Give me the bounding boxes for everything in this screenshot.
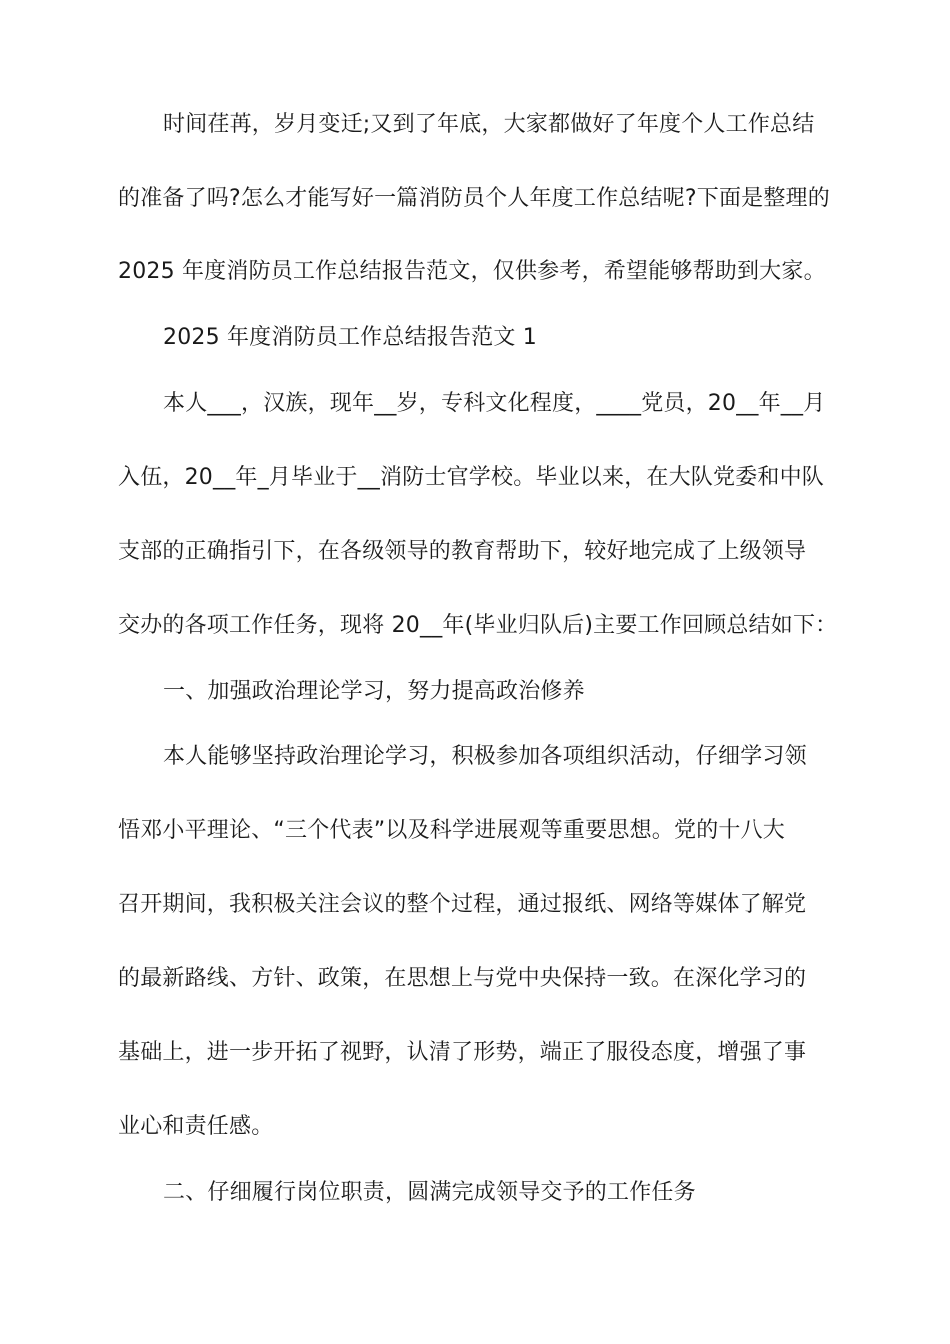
body-line-1: 本人___，汉族，现年__岁，专科文化程度，____党员，20__年__月: [163, 391, 826, 416]
heading-one: 一、加强政治理论学习，努力提高政治修养: [163, 679, 585, 704]
body-line-5: 本人能够坚持政治理论学习，积极参加各项组织活动，仔细学习领: [163, 744, 807, 769]
intro-line-3: 2025 年度消防员工作总结报告范文，仅供参考，希望能够帮助到大家。: [118, 259, 826, 284]
body-line-8: 的最新路线、方针、政策，在思想上与党中央保持一致。在深化学习的: [118, 966, 807, 991]
intro-line-1: 时间荏苒，岁月变迁;又到了年底，大家都做好了年度个人工作总结: [163, 112, 815, 137]
body-line-2: 入伍，20__年_月毕业于__消防士官学校。毕业以来，在大队党委和中队: [118, 465, 824, 490]
body-line-4: 交办的各项工作任务，现将 20__年(毕业归队后)主要工作回顾总结如下：: [118, 613, 838, 638]
body-line-9: 基础上，进一步开拓了视野，认清了形势，端正了服役态度，增强了事: [118, 1040, 807, 1065]
section-title-report-1: 2025 年度消防员工作总结报告范文 1: [163, 325, 537, 350]
body-line-3: 支部的正确指引下，在各级领导的教育帮助下，较好地完成了上级领导: [118, 539, 807, 564]
intro-line-2: 的准备了吗?怎么才能写好一篇消防员个人年度工作总结呢?下面是整理的: [118, 186, 830, 211]
body-line-7: 召开期间，我积极关注会议的整个过程，通过报纸、网络等媒体了解党: [118, 892, 807, 917]
heading-two: 二、仔细履行岗位职责，圆满完成领导交予的工作任务: [163, 1180, 696, 1205]
body-line-10: 业心和责任感。: [118, 1114, 274, 1139]
body-line-6: 悟邓小平理论、“三个代表”以及科学进展观等重要思想。党的十八大: [118, 818, 785, 843]
